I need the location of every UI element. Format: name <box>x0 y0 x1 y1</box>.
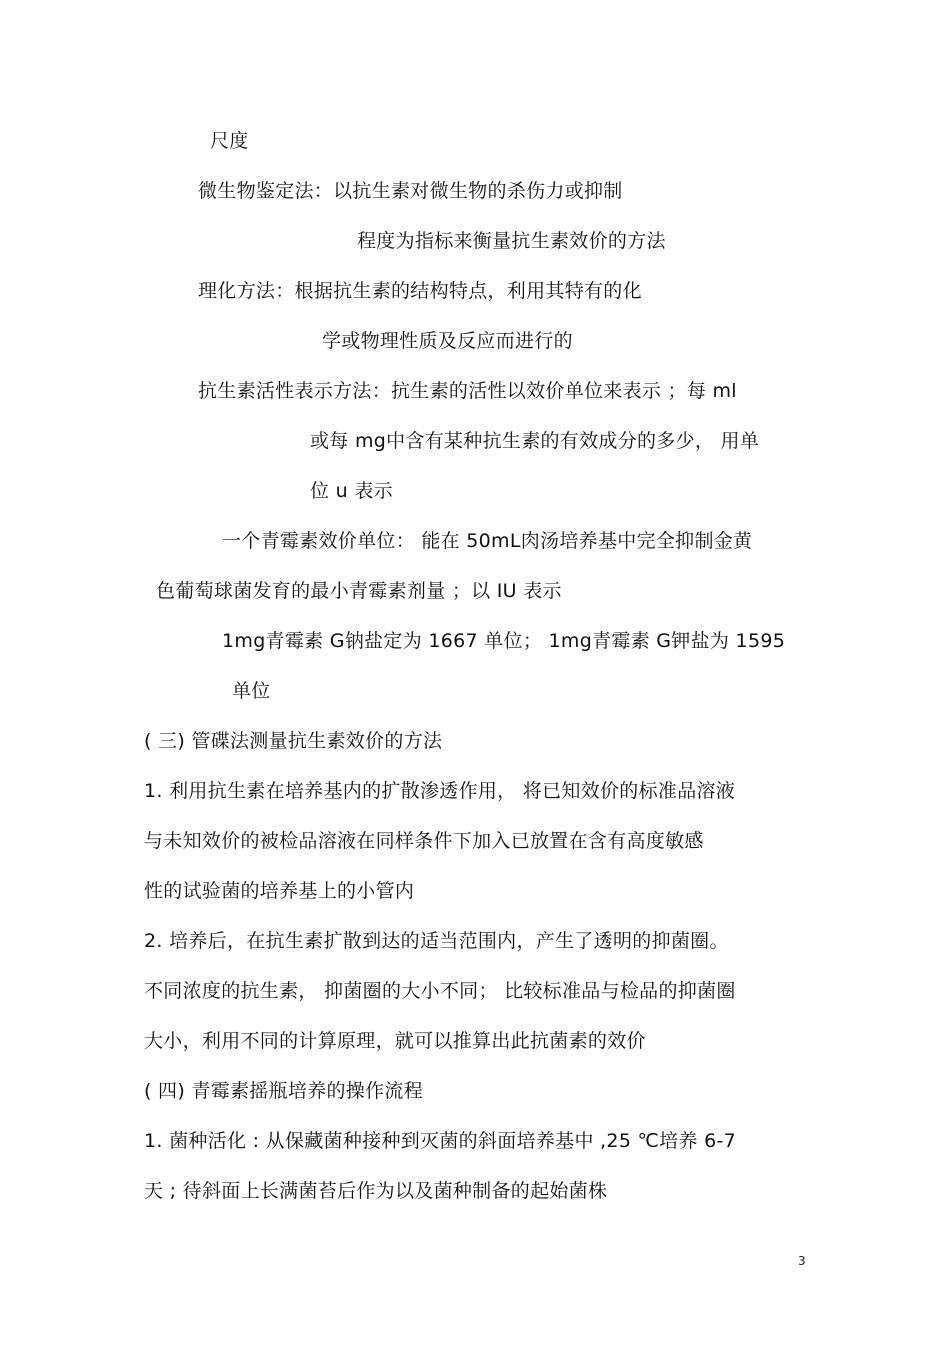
section-heading-3: ( 三) 管碟法测量抗生素效价的方法 <box>144 730 443 752</box>
text-line-16: 性的试验菌的培养基上的小管内 <box>144 880 415 902</box>
text-line-7: 或每 mg中含有某种抗生素的有效成分的多少， 用单 <box>310 430 760 452</box>
text-line-12: 单位 <box>232 680 271 702</box>
text-line-10: 色葡萄球菌发育的最小青霉素剂量 ；以 IU 表示 <box>156 580 562 602</box>
page-number: 3 <box>798 1254 806 1268</box>
text-line-19: 大小，利用不同的计算原理，就可以推算出此抗菌素的效价 <box>144 1030 646 1052</box>
text-line-3: 程度为指标来衡量抗生素效价的方法 <box>357 230 666 252</box>
text-line-14: 1. 利用抗生素在培养基内的扩散渗透作用， 将已知效价的标准品溶液 <box>144 780 736 802</box>
section-heading-4: ( 四) 青霉素摇瓶培养的操作流程 <box>144 1080 424 1102</box>
text-line-21: 1. 菌种活化 : 从保藏菌种接种到灭菌的斜面培养基中 ,25 ℃培养 6-7 <box>144 1130 737 1152</box>
text-line-2: 微生物鉴定法：以抗生素对微生物的杀伤力或抑制 <box>198 180 623 202</box>
text-line-1: 尺度 <box>210 130 249 152</box>
text-line-8: 位 u 表示 <box>310 480 393 502</box>
text-line-22: 天 ; 待斜面上长满菌苔后作为以及菌种制备的起始菌株 <box>144 1180 608 1202</box>
text-line-17: 2. 培养后，在抗生素扩散到达的适当范围内，产生了透明的抑菌圈。 <box>144 930 729 952</box>
text-line-9: 一个青霉素效价单位： 能在 50mL肉汤培养基中完全抑制金黄 <box>222 530 753 552</box>
text-line-15: 与未知效价的被检品溶液在同样条件下加入已放置在含有高度敏感 <box>144 830 704 852</box>
text-line-6: 抗生素活性表示方法：抗生素的活性以效价单位来表示 ；每 ml <box>198 380 737 402</box>
text-line-11: 1mg青霉素 G钠盐定为 1667 单位； 1mg青霉素 G钾盐为 1595 <box>222 630 786 652</box>
text-line-18: 不同浓度的抗生素， 抑菌圈的大小不同； 比较标准品与检品的抑菌圈 <box>144 980 736 1002</box>
text-line-5: 学或物理性质及反应而进行的 <box>322 330 573 352</box>
text-line-4: 理化方法：根据抗生素的结构特点，利用其特有的化 <box>198 280 642 302</box>
